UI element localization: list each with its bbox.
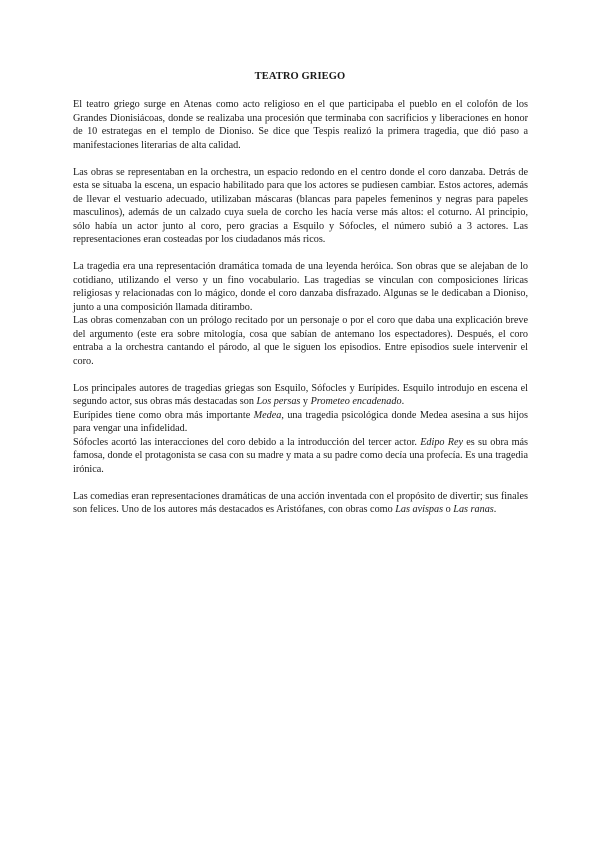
- document-body: [73, 98, 528, 517]
- paragraph-euripides: Eurípides tiene como obra más importante Medea, una tragedia psicológica donde Medea asesina a sus hijos para vengar una infidelidad.: [73, 409, 528, 434]
- paragraph-structure: Las obras comenzaban con un prólogo recitado por un personaje o por el coro que daba una explicación breve del argumento (este era sobre mitología, cosa que sabían de antemano los espectadores). Después, el coro entraba a la orchestra cantando el párodo, al que le siguen los episodios. Entre episodios suele intervenir el coro.: [73, 315, 528, 367]
- paragraph-origin: El teatro griego surge en Atenas como acto religioso en el que participaba el pueblo en el colofón de los Grandes Dionisiácoas, donde se realizaba una procesión que terminaba con sacrificios y liberaciones en honor de 10 estrategas en el templo de Dioniso. Se dice que Tespis realizó la primera tragedia, que dió paso a manifestaciones literarias de alta calidad.: [73, 99, 528, 151]
- work-title: Los persas: [256, 396, 301, 407]
- paragraph-tragedy: La tragedia era una representación dramática tomada de una leyenda heróica. Son obras que se alejaban de lo cotidiano, utilizando el verso y un fino vocabulario. Las tragedias se vinculan con composiciones líricas religiosas y relacionadas con lo mágico, donde el coro danzaba disfrazado. Algunas se le dedicaban a Dioniso, junto a una composición llamada ditirambo.: [73, 261, 528, 313]
- work-title: Edipo Rey: [420, 436, 464, 448]
- paragraph-comedy: Las comedias eran representaciones dramáticas de una acción inventada con el propósito de divertir; sus finales son felices. Uno de los autores más destacados es Aristófanes, con obras como Las avispas o Las ranas.: [73, 490, 528, 515]
- paragraph-authors: Los principales autores de tragedias griegas son Esquilo, Sófocles y Eurípides. Esquilo introdujo en escena el segundo actor, sus obras más destacadas son Los persas y Prometeo encadenado.: [73, 382, 528, 407]
- work-title: Las avispas: [395, 504, 444, 515]
- work-title: Prometeo encadenado: [310, 396, 402, 407]
- work-title: Las ranas: [453, 504, 494, 515]
- paragraph-staging: Las obras se representaban en la orchestra, un espacio redondo en el centro donde el coro danzaba. Detrás de esta se situaba la escena, un espacio habilitado para que los actores se pudiesen cambiar. Estos actores, además de llevar el vestuario adecuado, utilizaban máscaras (blancas para papeles femeninos y negras para papeles masculinos), además de un calzado cuya suela de corcho les hacía verse más altos: el coturno. Al principio, sólo había un actor junto al coro, pero gracias a Esquilo y Sófocles, el número subió a 3 actores. Las representaciones eran costeadas por los ciudadanos más ricos.: [73, 166, 528, 245]
- page-title: TEATRO GRIEGO: [254, 71, 346, 82]
- work-title: Medea: [253, 409, 282, 421]
- paragraph-sophocles: Sófocles acortó las interacciones del coro debido a la introducción del tercer actor. Edipo Rey es su obra más famosa, donde el protagonista se casa con su madre y mata a su padre como decía una profecía. Es una tragedia irónica.: [73, 436, 529, 475]
